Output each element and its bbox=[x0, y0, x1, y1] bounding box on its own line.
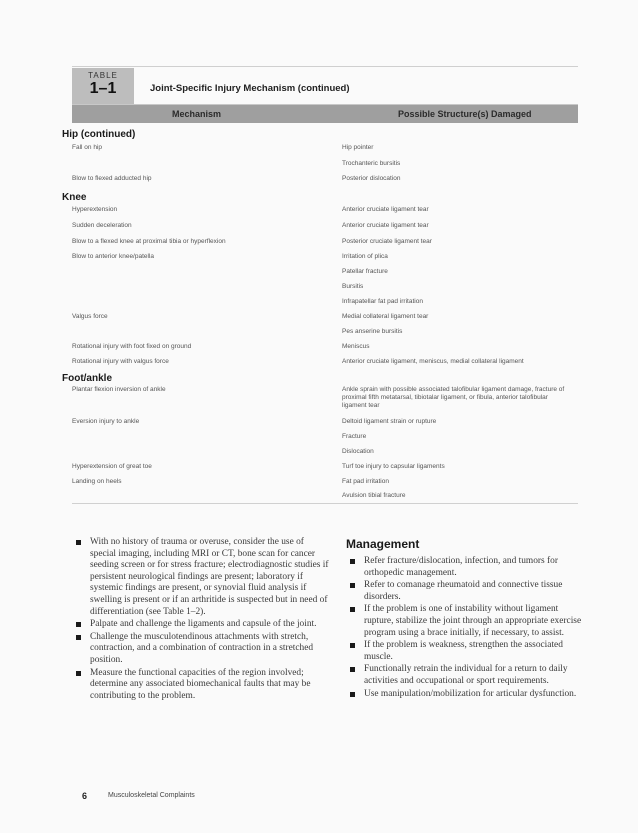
bullet-square-icon bbox=[76, 635, 81, 640]
left-text-column bbox=[72, 537, 330, 703]
row-mechanism: Hyperextension of great toe bbox=[72, 463, 152, 470]
row-mechanism: Blow to a flexed knee at proximal tibia or hyperflexion bbox=[72, 238, 226, 245]
list-item bbox=[72, 632, 330, 667]
row-structure: Fracture bbox=[342, 433, 367, 440]
row-structure: Anterior cruciate ligament, meniscus, medial collateral ligament bbox=[342, 358, 524, 365]
row-structure: Avulsion tibial fracture bbox=[342, 492, 406, 499]
list-item bbox=[72, 537, 330, 618]
page-number: 6 bbox=[82, 791, 88, 801]
row-structure: Patellar fracture bbox=[342, 268, 388, 275]
list-item bbox=[346, 556, 586, 579]
list-item-text: Challenge the musculotendinous attachments with stretch, contraction, and a combination of contraction in a stretched position. bbox=[90, 631, 314, 665]
row-mechanism: Fall on hip bbox=[72, 144, 102, 151]
row-structure: Bursitis bbox=[342, 283, 364, 290]
list-item-text: Palpate and challenge the ligaments and capsule of the joint. bbox=[90, 619, 317, 630]
bullet-square-icon bbox=[350, 607, 355, 612]
row-mechanism: Rotational injury with valgus force bbox=[72, 358, 169, 365]
row-mechanism: Blow to anterior knee/patella bbox=[72, 253, 155, 260]
row-structure: Medial collateral ligament tear bbox=[342, 313, 429, 320]
list-item-text: If the problem is one of instability without ligament rupture, stabilize the joint through an appropriate exercise program using a brace initially, if necessary, to assist. bbox=[364, 604, 582, 638]
bullet-square-icon bbox=[350, 583, 355, 588]
row-mechanism: Eversion injury to ankle bbox=[72, 418, 140, 425]
section-heading-hip: Hip (continued) bbox=[62, 129, 136, 140]
bullet-square-icon bbox=[76, 540, 81, 545]
column-header-mechanism: Mechanism bbox=[172, 109, 222, 119]
row-structure: Deltoid ligament strain or rupture bbox=[342, 418, 437, 425]
table-badge bbox=[72, 68, 134, 104]
list-item-text: With no history of trauma or overuse, consider the use of special imaging, including MRI or CT, bone scan for cancer seeding screen or for stress fracture; electrodiagnostic studies if persistent neurological findings are present; laboratory if systemic findings are present, or synovial fluid analysis if swelling is present or if an arthritide is suspected but in need of differentiation (see Table 1–2). bbox=[90, 537, 329, 617]
table-title: Joint-Specific Injury Mechanism (continued) bbox=[150, 83, 350, 94]
bullet-square-icon bbox=[350, 692, 355, 697]
row-structure: Anterior cruciate ligament tear bbox=[342, 222, 429, 229]
list-item bbox=[72, 619, 330, 631]
row-structure: Posterior cruciate ligament tear bbox=[342, 238, 432, 245]
table-bottom-rule bbox=[72, 503, 578, 504]
row-mechanism: Hyperextension bbox=[72, 206, 118, 213]
running-title: Musculoskeletal Complaints bbox=[108, 792, 195, 799]
row-mechanism: Plantar flexion inversion of ankle bbox=[72, 386, 166, 393]
management-column bbox=[346, 537, 586, 701]
bullet-square-icon bbox=[76, 671, 81, 676]
row-structure: Infrapatellar fat pad irritation bbox=[342, 298, 423, 305]
row-structure: Anterior cruciate ligament tear bbox=[342, 206, 429, 213]
list-item-text: Functionally retrain the individual for a return to daily activities and occupational or sport requirements. bbox=[364, 664, 568, 686]
bullet-square-icon bbox=[76, 622, 81, 627]
column-header-structure: Possible Structure(s) Damaged bbox=[398, 109, 532, 119]
row-mechanism: Rotational injury with foot fixed on ground bbox=[72, 343, 192, 350]
list-item bbox=[346, 604, 586, 639]
row-mechanism: Landing on heels bbox=[72, 478, 122, 485]
list-item bbox=[72, 668, 330, 703]
row-structure: Posterior dislocation bbox=[342, 175, 401, 182]
list-item bbox=[346, 580, 586, 603]
list-item-text: Use manipulation/mobilization for articular dysfunction. bbox=[364, 688, 577, 699]
bullet-square-icon bbox=[350, 643, 355, 648]
row-structure: Irritation of plica bbox=[342, 253, 388, 260]
row-structure: Meniscus bbox=[342, 343, 370, 350]
top-rule bbox=[72, 66, 578, 67]
left-bullet-list bbox=[72, 537, 330, 702]
table-label: TABLE bbox=[88, 71, 118, 80]
management-heading: Management bbox=[346, 537, 420, 551]
list-item-text: If the problem is weakness, strengthen the associated muscle. bbox=[364, 640, 563, 662]
bullet-square-icon bbox=[350, 559, 355, 564]
row-structure: Trochanteric bursitis bbox=[342, 160, 401, 167]
row-mechanism: Valgus force bbox=[72, 313, 108, 320]
row-structure: Turf toe injury to capsular ligaments bbox=[342, 463, 445, 470]
list-item bbox=[346, 640, 586, 663]
list-item-text: Refer fracture/dislocation, infection, and tumors for orthopedic management. bbox=[364, 556, 558, 578]
list-item-text: Measure the functional capacities of the region involved; determine any associated biomechanical faults that may be contributing to the problem. bbox=[90, 667, 311, 701]
row-structure: Hip pointer bbox=[342, 144, 374, 151]
row-mechanism: Blow to flexed adducted hip bbox=[72, 175, 152, 182]
management-bullet-list bbox=[346, 556, 586, 700]
row-structure: Fat pad irritation bbox=[342, 478, 389, 485]
list-item bbox=[346, 664, 586, 687]
section-heading-foot-ankle: Foot/ankle bbox=[62, 373, 113, 384]
table-number: 1–1 bbox=[89, 80, 117, 97]
row-structure: Pes anserine bursitis bbox=[342, 328, 403, 335]
row-structure: Dislocation bbox=[342, 448, 374, 455]
list-item bbox=[346, 689, 586, 701]
row-structure: Ankle sprain with possible associated talofibular ligament damage, fracture of proximal fifth metatarsal, tibiotalar ligament, or fibula, anterior talofibular ligament tear bbox=[342, 386, 565, 409]
list-item-text: Refer to comanage rheumatoid and connective tissue disorders. bbox=[364, 580, 563, 602]
row-mechanism: Sudden deceleration bbox=[72, 222, 132, 229]
table-column-header bbox=[72, 105, 578, 123]
section-heading-knee: Knee bbox=[62, 192, 87, 203]
bullet-square-icon bbox=[350, 667, 355, 672]
